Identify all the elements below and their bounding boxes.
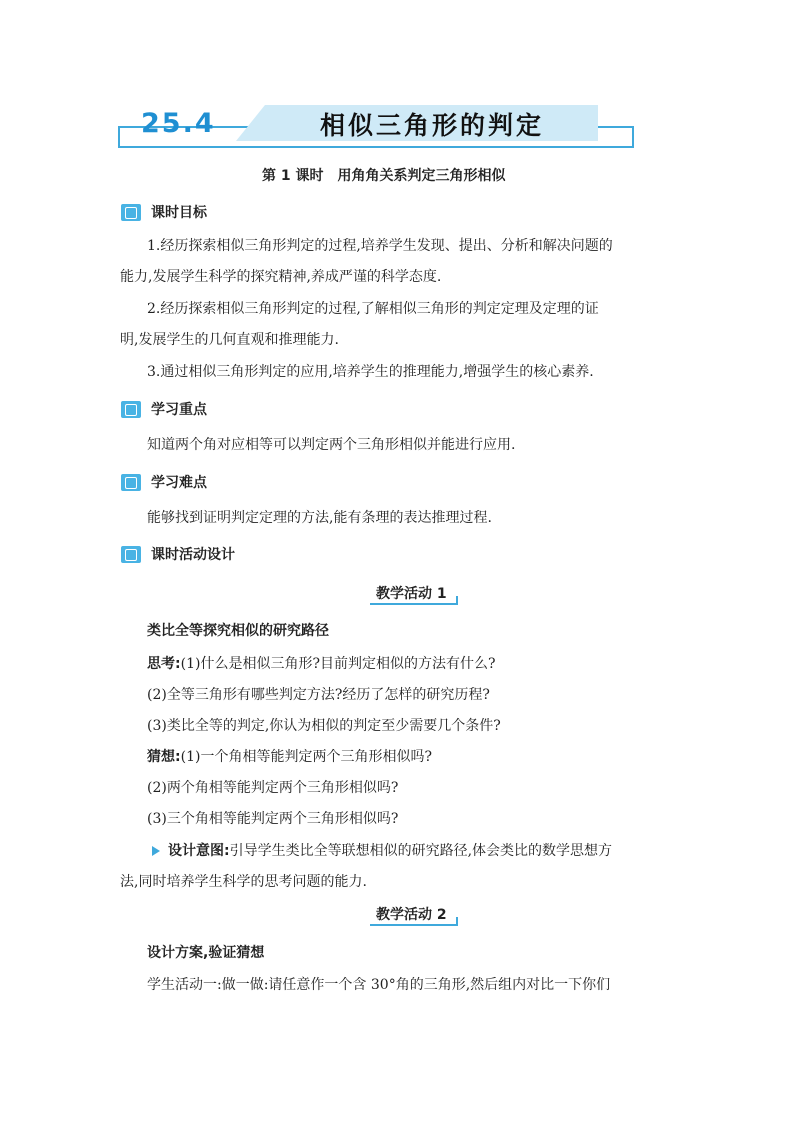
activity-underline-tick: [456, 596, 458, 605]
activity-2-subtitle: 设计方案,验证猜想: [147, 945, 265, 961]
difficulties-text: 能够找到证明判定定理的方法,能有条理的表达推理过程.: [147, 510, 492, 526]
activity-1-subtitle: 类比全等探究相似的研究路径: [147, 623, 329, 639]
book-icon: [121, 204, 141, 221]
objective-1-line-1: 1.经历探索相似三角形判定的过程,培养学生发现、提出、分析和解决问题的: [147, 238, 613, 254]
design-heading: [121, 544, 235, 564]
design-heading-label: 课时活动设计: [151, 547, 235, 563]
objectives-heading: [121, 202, 207, 222]
lesson-title: 第 1 课时 用角角关系判定三角形相似: [262, 168, 506, 184]
difficulties-heading-label: 学习难点: [151, 475, 207, 491]
key-points-heading-label: 学习重点: [151, 402, 207, 418]
objectives-heading-label: 课时目标: [151, 205, 207, 221]
intent-arrow-icon: [152, 846, 160, 856]
think-2: (2)全等三角形有哪些判定方法?经历了怎样的研究历程?: [147, 687, 490, 703]
book-icon: [121, 546, 141, 563]
intent-label: 设计意图:: [168, 843, 230, 859]
activity-1-label-box: [370, 582, 460, 606]
activity-2-label: 教学活动 2: [376, 907, 447, 923]
think-1: (1)什么是相似三角形?目前判定相似的方法有什么?: [180, 656, 496, 672]
activity-2-label-box: [370, 903, 460, 927]
guess-1: (1)一个角相等能判定两个三角形相似吗?: [180, 749, 432, 765]
key-points-heading: [121, 399, 207, 419]
intent-text-1: 引导学生类比全等联想相似的研究路径,体会类比的数学思想方: [229, 843, 613, 859]
guess-line-1: [147, 747, 432, 767]
key-points-text: 知道两个角对应相等可以判定两个三角形相似并能进行应用.: [147, 437, 516, 453]
think-label: 思考:: [147, 656, 181, 672]
objective-1-line-2: 能力,发展学生科学的探究精神,养成严谨的科学态度.: [120, 269, 442, 285]
guess-2: (2)两个角相等能判定两个三角形相似吗?: [147, 780, 399, 796]
think-3: (3)类比全等的判定,你认为相似的判定至少需要几个条件?: [147, 718, 501, 734]
guess-label: 猜想:: [147, 749, 181, 765]
section-title: 相似三角形的判定: [320, 111, 545, 140]
intent-line-2: 法,同时培养学生科学的思考问题的能力.: [120, 874, 367, 890]
intent-line-1: [168, 841, 612, 861]
book-icon: [121, 401, 141, 418]
activity-underline: [370, 924, 458, 926]
objective-2-line-1: 2.经历探索相似三角形判定的过程,了解相似三角形的判定定理及定理的证: [147, 301, 599, 317]
guess-3: (3)三个角相等能判定两个三角形相似吗?: [147, 811, 399, 827]
objective-2-line-2: 明,发展学生的几何直观和推理能力.: [120, 332, 339, 348]
section-number: 25.4: [141, 108, 216, 139]
activity-underline: [370, 603, 458, 605]
activity-2-line-1: 学生活动一:做一做:请任意作一个含 30°角的三角形,然后组内对比一下你们: [147, 977, 611, 993]
objective-3: 3.通过相似三角形判定的应用,培养学生的推理能力,增强学生的核心素养.: [147, 364, 594, 380]
difficulties-heading: [121, 472, 207, 492]
activity-1-label: 教学活动 1: [376, 586, 447, 602]
activity-underline-tick: [456, 917, 458, 926]
book-icon: [121, 474, 141, 491]
think-line-1: [147, 654, 495, 674]
